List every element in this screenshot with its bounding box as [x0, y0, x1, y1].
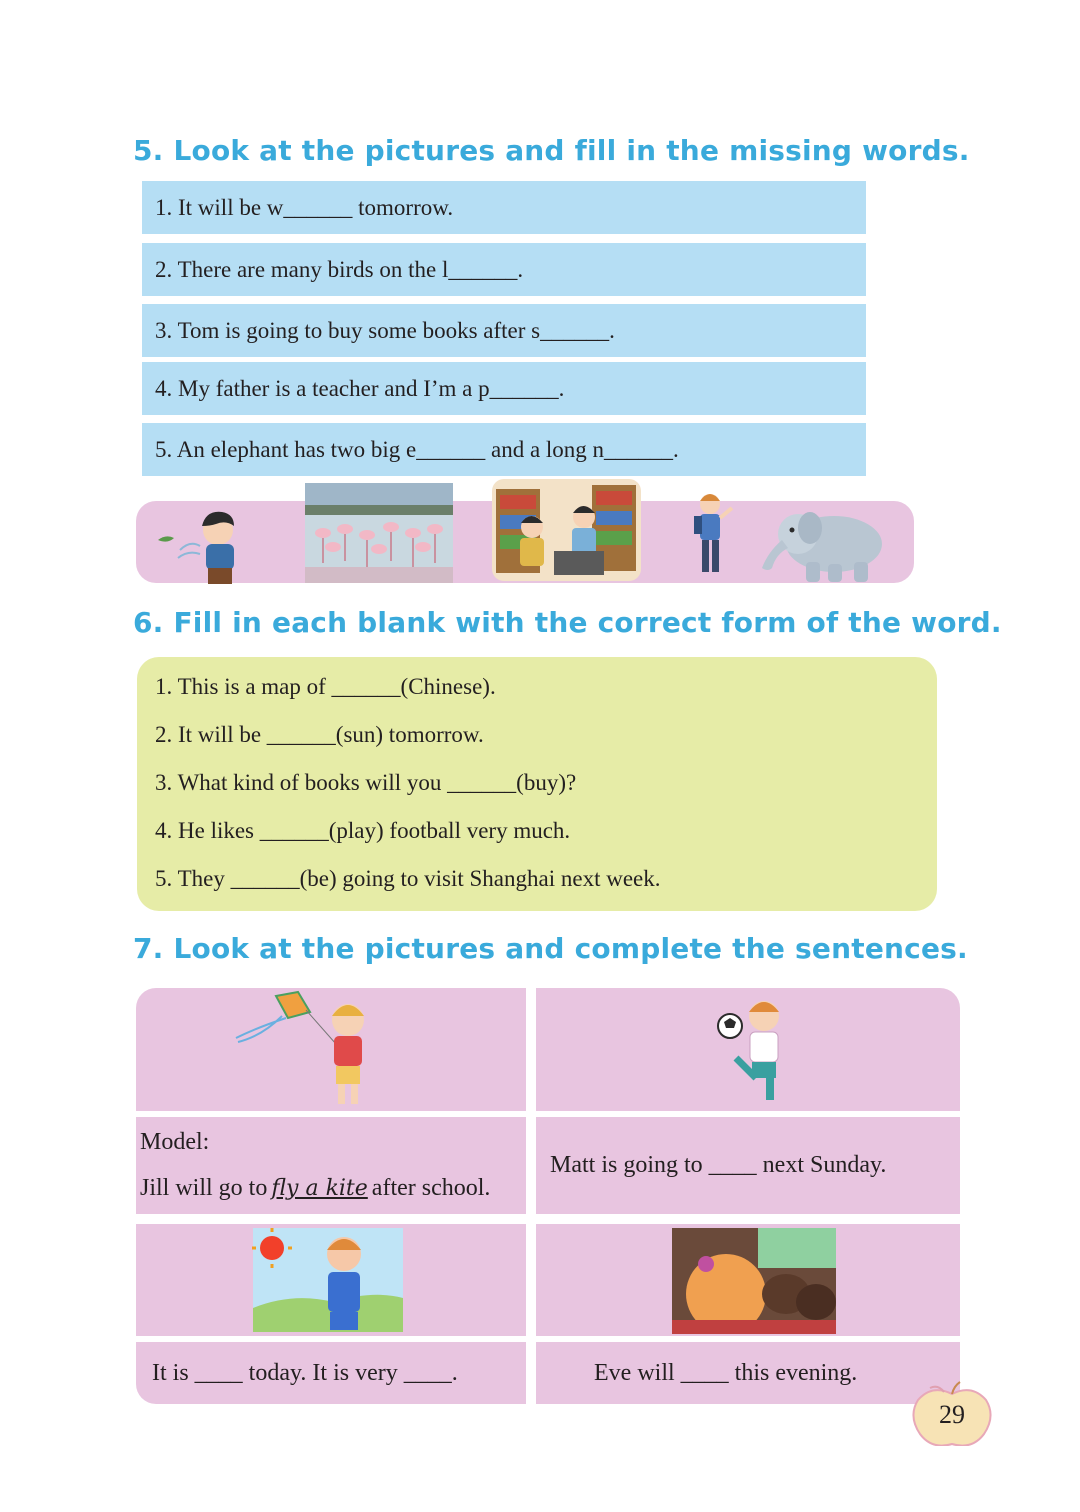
section-5-item-3: 3. Tom is going to buy some books after s______.: [142, 304, 866, 357]
girl-at-cinema-picture: [536, 1224, 960, 1336]
bookshop-picture: [492, 479, 641, 581]
section-6-item-4: 4. He likes ______(play) football very much.: [155, 818, 571, 843]
section-5-item-1: 1. It will be w______ tomorrow.: [142, 181, 866, 234]
hot-sentence-cell: [136, 1342, 526, 1404]
model-answer: fly a kite: [271, 1176, 368, 1201]
page-number-text: 29: [939, 1400, 965, 1429]
matt-sentence: Matt is going to ____ next Sunday.: [550, 1152, 887, 1178]
elephant-picture: [758, 500, 890, 584]
section-6-item-1: 1. This is a map of ______(Chinese).: [155, 674, 496, 699]
section-5-item-5: 5. An elephant has two big e______ and a long n______.: [142, 423, 866, 476]
girl-with-kite-picture: [136, 988, 526, 1111]
eve-sentence-cell: [536, 1342, 960, 1404]
matt-sentence-cell: [536, 1117, 960, 1214]
boy-with-football-picture: [536, 988, 960, 1111]
section-5-item-4: 4. My father is a teacher and I’m a p______.: [142, 362, 866, 415]
section-6-item-3: 3. What kind of books will you ______(buy)?: [155, 770, 577, 795]
section-5-heading: 5. Look at the pictures and fill in the missing words.: [133, 134, 970, 167]
kite-picture-cell: [136, 988, 526, 1111]
section-7-heading: 7. Look at the pictures and complete the sentences.: [133, 932, 968, 965]
cinema-picture-cell: [536, 1224, 960, 1336]
model-sentence: [140, 1175, 490, 1202]
hot-picture-cell: [136, 1224, 526, 1336]
windy-boy-picture: [150, 500, 265, 584]
eve-sentence: Eve will ____ this evening.: [594, 1359, 858, 1386]
section-6-item-2: 2. It will be ______(sun) tomorrow.: [155, 722, 484, 747]
schoolboy-picture: [690, 488, 742, 580]
section-5-item-2: 2. There are many birds on the l______.: [142, 243, 866, 296]
section-6-item-5: 5. They ______(be) going to visit Shanghai next week.: [155, 866, 661, 891]
flamingos-lake-picture: [305, 483, 453, 583]
section-6-heading: 6. Fill in each blank with the correct form of the word.: [133, 606, 1002, 639]
hot-sunny-boy-picture: [136, 1224, 526, 1336]
model-label: Model:: [140, 1129, 210, 1155]
hot-sentence: It is ____ today. It is very ____.: [152, 1359, 458, 1386]
page-number: [910, 1380, 994, 1446]
model-after: after school.: [371, 1175, 491, 1201]
model-before: Jill will go to: [140, 1175, 268, 1201]
football-picture-cell: [536, 988, 960, 1111]
model-cell: [136, 1117, 526, 1214]
